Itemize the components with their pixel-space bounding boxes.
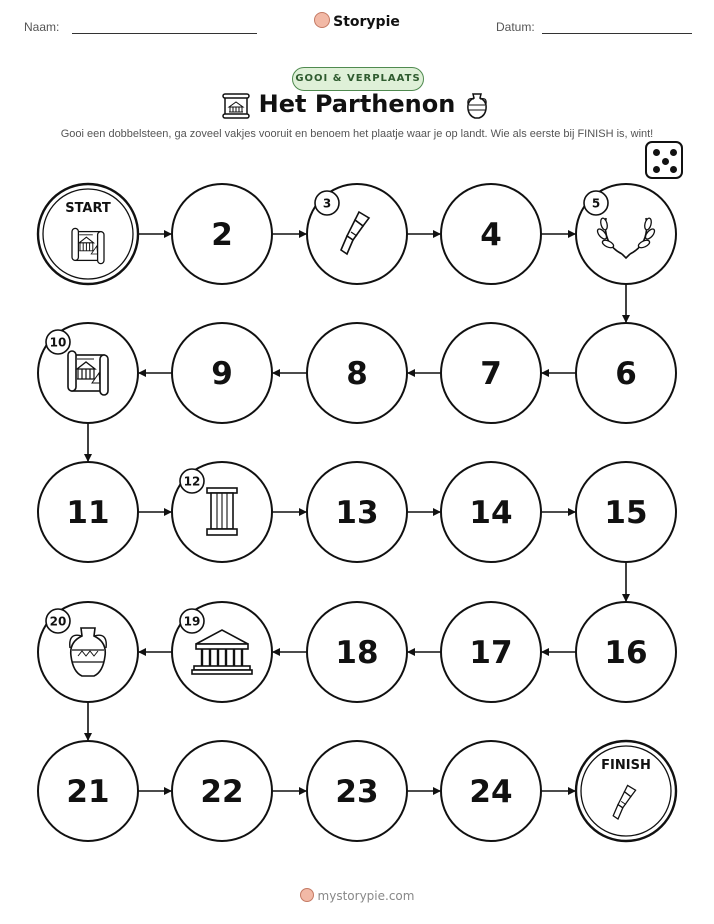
board-square bbox=[172, 462, 272, 562]
column-icon bbox=[207, 488, 237, 535]
square-number: 10 bbox=[49, 335, 67, 350]
board-square bbox=[172, 184, 272, 284]
board-square bbox=[307, 741, 407, 841]
board-square bbox=[307, 462, 407, 562]
brand-name: Storypie bbox=[333, 14, 400, 30]
square-number: 11 bbox=[66, 495, 110, 531]
board-square bbox=[441, 323, 541, 423]
finish-square bbox=[576, 741, 676, 841]
square-number: 20 bbox=[49, 614, 67, 629]
square-number: 23 bbox=[335, 774, 379, 810]
board-square bbox=[307, 602, 407, 702]
board-square bbox=[307, 323, 407, 423]
square-number: 24 bbox=[469, 774, 513, 810]
square-number: 5 bbox=[591, 196, 601, 211]
footer-url[interactable]: mystorypie.com bbox=[317, 889, 415, 903]
board-square bbox=[441, 741, 541, 841]
square-number: 2 bbox=[211, 217, 233, 253]
square-number: 16 bbox=[604, 635, 648, 671]
square-number: 12 bbox=[183, 474, 201, 489]
square-number: 3 bbox=[322, 196, 332, 211]
board-square bbox=[576, 462, 676, 562]
blueprint-icon bbox=[72, 228, 104, 263]
square-number: 4 bbox=[480, 217, 502, 253]
square-number: 8 bbox=[346, 356, 368, 392]
board-square bbox=[441, 602, 541, 702]
board-square bbox=[576, 323, 676, 423]
square-number: 19 bbox=[183, 614, 201, 629]
board-square bbox=[38, 462, 138, 562]
board-square bbox=[38, 741, 138, 841]
board-square bbox=[172, 602, 272, 702]
board-square bbox=[38, 602, 138, 702]
board-square bbox=[441, 184, 541, 284]
page-title: Het Parthenon bbox=[258, 90, 456, 118]
activity-badge: GOOI & VERPLAATS bbox=[292, 67, 424, 91]
footer bbox=[0, 888, 714, 903]
square-number: 22 bbox=[200, 774, 244, 810]
board-square bbox=[172, 323, 272, 423]
square-number: 18 bbox=[335, 635, 379, 671]
start-square bbox=[38, 184, 138, 284]
square-number: 6 bbox=[615, 356, 637, 392]
square-number: 14 bbox=[469, 495, 513, 531]
board-square bbox=[576, 184, 676, 284]
board-square bbox=[576, 602, 676, 702]
date-label: Datum: bbox=[496, 20, 535, 34]
square-number: 7 bbox=[480, 356, 502, 392]
storypie-mascot-icon bbox=[300, 888, 314, 902]
instructions: Gooi een dobbelsteen, ga zoveel vakjes vooruit en benoem het plaatje waar je op landt. Wie als eerste bij FINISH is, wint! bbox=[60, 128, 654, 140]
square-number: 21 bbox=[66, 774, 110, 810]
square-number: 13 bbox=[335, 495, 379, 531]
finish-label: FINISH bbox=[601, 758, 651, 773]
blueprint-icon bbox=[68, 351, 108, 395]
start-label: START bbox=[65, 201, 111, 216]
board-square bbox=[307, 184, 407, 284]
board-square bbox=[172, 741, 272, 841]
board-square bbox=[441, 462, 541, 562]
square-number: 15 bbox=[604, 495, 648, 531]
square-number: 9 bbox=[211, 356, 233, 392]
amphora-icon bbox=[70, 628, 107, 676]
board-square bbox=[38, 323, 138, 423]
name-label: Naam: bbox=[24, 20, 60, 34]
square-number: 17 bbox=[469, 635, 513, 671]
